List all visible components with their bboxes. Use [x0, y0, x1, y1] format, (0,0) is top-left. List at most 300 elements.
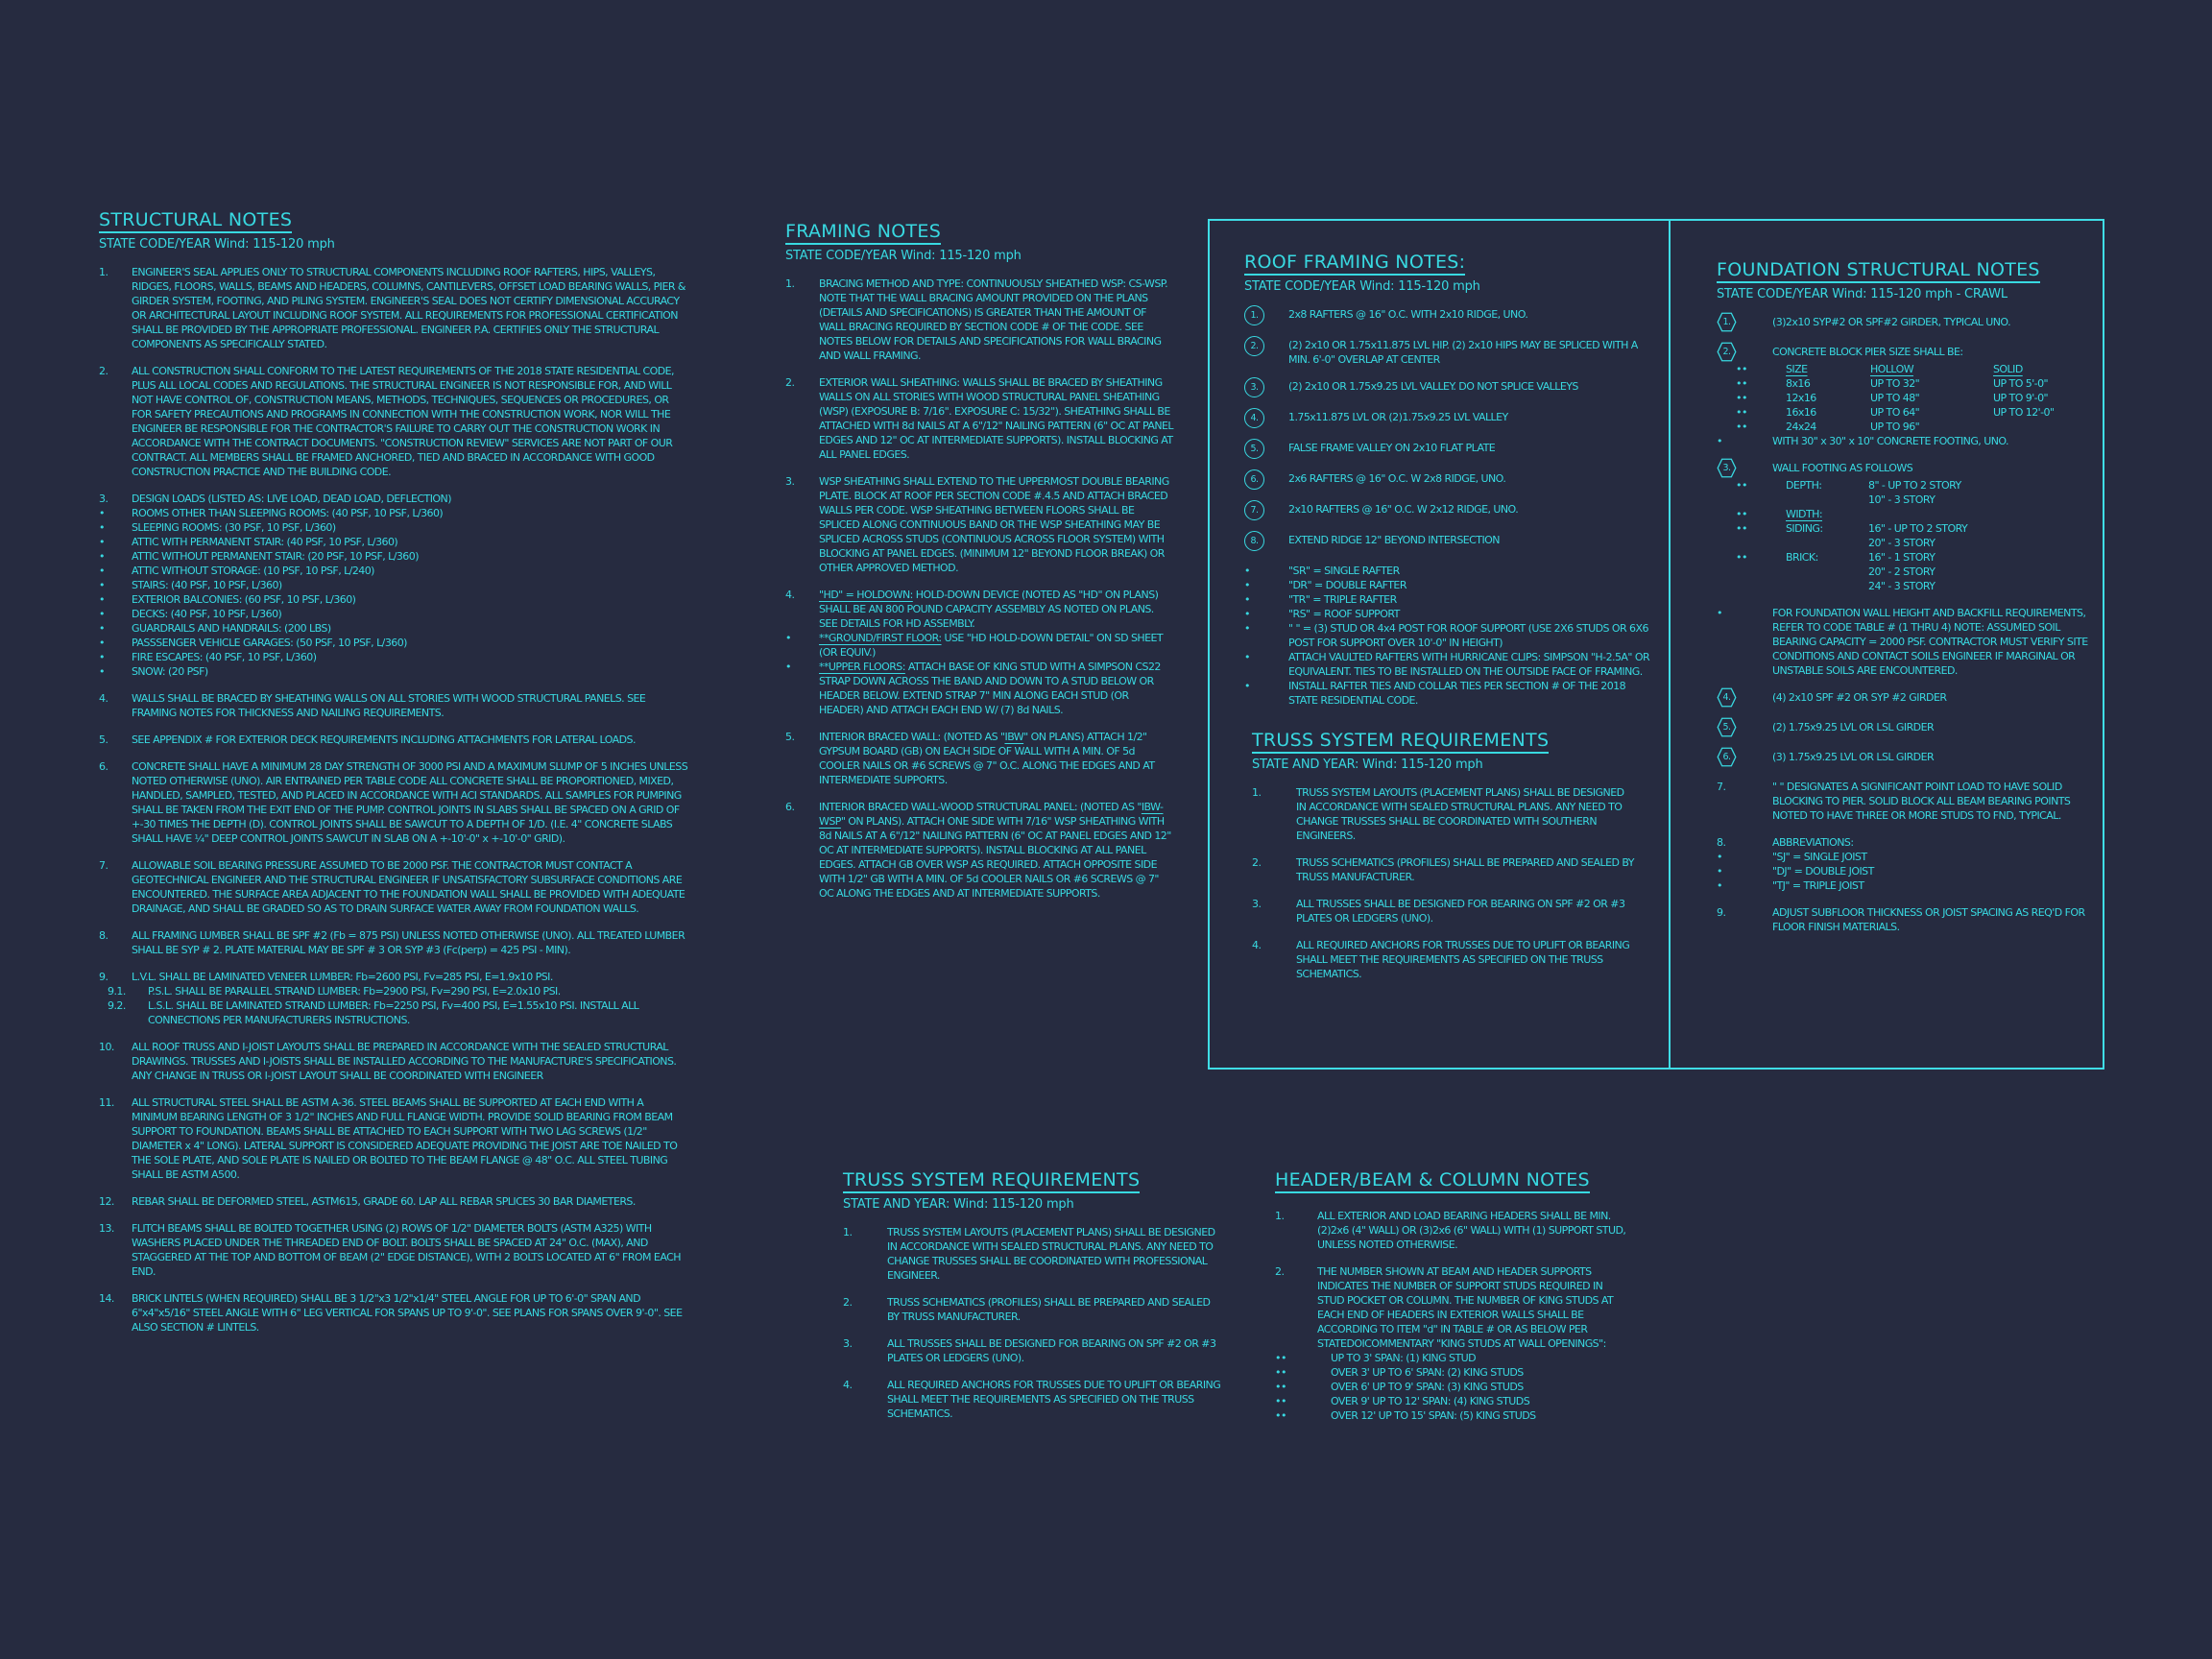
note-item: [785, 631, 1173, 660]
note-item: [99, 506, 688, 520]
note-text: (3)2x10 SYP#2 OR SPF#2 GIRDER, TYPICAL UNO.: [1772, 316, 2011, 328]
truss-requirements-box-subtitle: STATE AND YEAR: Wind: 115-120 mph: [1252, 757, 1483, 772]
note-item: [1717, 376, 2095, 391]
item-number: 1.: [99, 266, 108, 278]
truss-requirements-box-title: TRUSS SYSTEM REQUIREMENTS: [1252, 730, 1549, 754]
note-text: ALL TRUSSES SHALL BE DESIGNED FOR BEARING ON SPF #2 OR #3 PLATES OR LEDGERS (UNO).: [887, 1337, 1216, 1364]
note-item: [1244, 410, 1651, 428]
table-cell: 8x16: [1786, 377, 1811, 390]
note-item: [1717, 362, 2095, 376]
note-item: [1252, 855, 1634, 884]
note-item: [1252, 897, 1634, 926]
roof-framing-notes-section: [1244, 252, 1651, 708]
note-text: SEE APPENDIX # FOR EXTERIOR DECK REQUIREMENTS INCLUDING ATTACHMENTS FOR LATERAL LOADS.: [132, 733, 636, 746]
roof-framing-notes-list: [1244, 307, 1651, 708]
truss-requirements-box-list: [1252, 785, 1634, 981]
note-text: ALL EXTERIOR AND LOAD BEARING HEADERS SHALL BE MIN. (2)2x6 (4" WALL) OR (3)2x6 (6" WALL) WITH (1) SUPPORT STUD, UNLESS NOTED OTHERWISE.: [1317, 1210, 1626, 1251]
footing-values: [1868, 521, 1967, 550]
double-bullet-marker: ••: [1736, 392, 1747, 404]
item-number: 3.: [99, 493, 108, 505]
note-item: [785, 660, 1173, 717]
note-text: [1786, 405, 2095, 420]
item-number: 1.: [1252, 786, 1262, 799]
bullet-marker: •: [785, 632, 791, 644]
bullet-marker: •: [99, 608, 105, 620]
item-number: 9.2.: [108, 999, 126, 1012]
note-item: [843, 1378, 1221, 1421]
note-text: [1786, 376, 2095, 391]
note-item: [99, 970, 688, 984]
table-cell: UP TO 5'-0": [1993, 377, 2049, 390]
bullet-marker: •: [1244, 608, 1250, 620]
note-item: [99, 492, 688, 506]
note-item: [99, 998, 688, 1027]
note-item: [785, 730, 1173, 787]
note-item: [99, 650, 688, 664]
underlined-text: IBW-WSP: [819, 801, 1164, 828]
bullet-marker: •: [99, 521, 105, 534]
note-item: [785, 276, 1173, 363]
note-text: [1786, 507, 2095, 521]
note-text: BRACING METHOD AND TYPE: CONTINUOUSLY SHEATHED WSP: CS-WSP. NOTE THAT THE WALL BRACING AMOUNT PROVIDED ON THE PLANS (DETAILS AND SPECIFICATIONS) IS GREATER THAN THE AMOUNT OF WALL BRACING REQUIRED BY SECTION CODE # OF THE CODE. SEE NOTES BELOW FOR DETAILS AND SPECIFICATIONS FOR WALL BRACING AND WALL FRAMING.: [819, 277, 1168, 362]
note-item: [1244, 533, 1651, 551]
footing-key: DEPTH:: [1786, 479, 1822, 492]
underlined-text: "HD" = HOLDOWN:: [819, 589, 913, 601]
note-item: [99, 759, 688, 846]
hexagon-number-marker: 5.: [1717, 717, 1737, 737]
note-item: [843, 1225, 1221, 1283]
note-text: ALL TRUSSES SHALL BE DESIGNED FOR BEARING ON SPF #2 OR #3 PLATES OR LEDGERS (UNO).: [1296, 898, 1625, 925]
footing-values: [1868, 478, 1961, 507]
hexagon-number-marker: 6.: [1717, 747, 1737, 767]
bullet-marker: •: [99, 622, 105, 635]
note-item: [1717, 864, 2095, 878]
note-item: [1717, 878, 2095, 893]
note-text: ROOMS OTHER THAN SLEEPING ROOMS: (40 PSF, 10 PSF, L/360): [132, 507, 444, 519]
note-item: [99, 636, 688, 650]
structural-notes-list: [99, 265, 688, 1334]
bullet-marker: •: [99, 579, 105, 591]
note-item: [99, 520, 688, 535]
note-text: INTERIOR BRACED WALL: (NOTED AS "IBW" ON PLANS) ATTACH 1/2" GYPSUM BOARD (GB) ON EACH SIDE OF WALL WITH A MIN. OF 5d COOLER NAILS OR #6 SCREWS @ 7" O.C. ALONG THE EDGES AND AT INTERMEDIATE SUPPORTS.: [819, 731, 1155, 786]
structural-notes-title: STRUCTURAL NOTES: [99, 209, 292, 233]
hexagon-number-marker: 2.: [1717, 342, 1737, 362]
note-text: [1786, 478, 2095, 507]
note-text: "RS" = ROOF SUPPORT: [1288, 608, 1400, 620]
note-item: [1244, 564, 1651, 578]
roof-framing-notes-title: ROOF FRAMING NOTES:: [1244, 252, 1465, 276]
note-text: ADJUST SUBFLOOR THICKNESS OR JOIST SPACING AS REQ'D FOR FLOOR FINISH MATERIALS.: [1772, 906, 2085, 933]
note-item: [1717, 780, 2095, 823]
item-number: 3.: [1252, 898, 1262, 910]
double-bullet-marker: ••: [1736, 406, 1747, 419]
item-number: 9.1.: [108, 985, 126, 998]
note-text: ALL REQUIRED ANCHORS FOR TRUSSES DUE TO UPLIFT OR BEARING SHALL MEET THE REQUIREMENTS AS SPECIFIED ON THE TRUSS SCHEMATICS.: [1296, 939, 1630, 980]
structural-notes-subtitle: STATE CODE/YEAR Wind: 115-120 mph: [99, 237, 335, 252]
table-cell: 16x16: [1786, 406, 1816, 419]
note-item: [99, 664, 688, 679]
note-text: GUARDRAILS AND HANDRAILS: (200 LBS): [132, 622, 331, 635]
double-bullet-marker: ••: [1736, 377, 1747, 390]
item-number: 2.: [1252, 856, 1262, 869]
circled-number-marker: 6.: [1244, 469, 1264, 490]
note-item: [1252, 938, 1634, 981]
bullet-marker: •: [99, 637, 105, 649]
circled-number-marker: 5.: [1244, 439, 1264, 459]
foundation-notes-list: [1717, 315, 2095, 934]
double-bullet-marker: ••: [1275, 1366, 1286, 1379]
note-item: [1275, 1209, 1632, 1252]
note-item: [99, 364, 688, 479]
item-number: 9.: [1717, 906, 1726, 919]
note-item: [99, 1194, 688, 1209]
note-text: ALL ROOF TRUSS AND I-JOIST LAYOUTS SHALL BE PREPARED IN ACCORDANCE WITH THE SEALED STRUCTURAL DRAWINGS. TRUSSES AND I-JOISTS SHALL BE INSTALLED ACCORDING TO THE MANUFACTURE'S SPECIFICATIONS. ANY CHANGE IN TRUSS OR I-JOIST LAYOUT SHALL BE COORDINATED WITH ENGINEER: [132, 1041, 677, 1082]
note-text: "HD" = HOLDOWN: HOLD-DOWN DEVICE (NOTED AS "HD" ON PLANS) SHALL BE AN 800 POUND CAPACITY ASSEMBLY AS NOTED ON PLANS. SEE DETAILS FOR HD ASSEMBLY.: [819, 589, 1159, 630]
bullet-marker: •: [99, 536, 105, 548]
table-cell: SIZE: [1786, 363, 1808, 375]
circled-number-marker: 3.: [1244, 377, 1264, 397]
note-text: ATTACH VAULTED RAFTERS WITH HURRICANE CLIPS: SIMPSON "H-2.5A" OR EQUIVALENT. TIES TO BE INSTALLED ON THE OUTSIDE FACE OF FRAMING.: [1288, 651, 1650, 678]
note-text: OVER 12' UP TO 15' SPAN: (5) KING STUDS: [1331, 1409, 1536, 1422]
note-text: THE NUMBER SHOWN AT BEAM AND HEADER SUPPORTS INDICATES THE NUMBER OF SUPPORT STUDS REQUIRED IN STUD POCKET OR COLUMN. THE NUMBER OF KING STUDS AT EACH END OF HEADERS IN EXTERIOR WALLS SHALL BE ACCORDING TO ITEM "d" IN TABLE # OR AS BELOW PER STATEDOICOMMENTARY "KING STUDS AT WALL OPENINGS":: [1317, 1265, 1614, 1350]
note-item: [99, 535, 688, 549]
table-cell: 12x16: [1786, 392, 1816, 404]
double-bullet-marker: ••: [1736, 363, 1747, 375]
note-item: [1244, 502, 1651, 520]
note-text: EXTEND RIDGE 12" BEYOND INTERSECTION: [1288, 534, 1500, 546]
note-item: [99, 607, 688, 621]
note-item: [843, 1336, 1221, 1365]
footing-value: 24" - 3 STORY: [1868, 580, 1936, 592]
note-item: [1244, 650, 1651, 679]
truss-requirements-mid-section: [843, 1169, 1221, 1421]
note-text: SLEEPING ROOMS: (30 PSF, 10 PSF, L/360): [132, 521, 336, 534]
underlined-text: IBW: [1004, 731, 1024, 743]
bullet-marker: •: [1244, 680, 1250, 692]
note-item: [1717, 720, 2095, 737]
item-number: 2.: [785, 376, 795, 389]
note-text: (3) 1.75x9.25 LVL OR LSL GIRDER: [1772, 751, 1935, 763]
truss-requirements-mid-title: TRUSS SYSTEM REQUIREMENTS: [843, 1169, 1140, 1193]
note-item: [785, 375, 1173, 462]
note-item: [1717, 606, 2095, 678]
note-item: [99, 549, 688, 564]
note-item: [99, 265, 688, 351]
structural-notes-section: [99, 209, 688, 1334]
note-text: SNOW: (20 PSF): [132, 665, 208, 678]
note-text: WALLS SHALL BE BRACED BY SHEATHING WALLS ON ALL STORIES WITH WOOD STRUCTURAL PANELS. SEE FRAMING NOTES FOR THICKNESS AND NAILING REQUIREMENTS.: [132, 692, 646, 719]
note-text: CONCRETE BLOCK PIER SIZE SHALL BE:: [1772, 346, 1963, 358]
item-number: 14.: [99, 1292, 114, 1305]
item-number: 4.: [785, 589, 795, 601]
circled-number-marker: 4.: [1244, 408, 1264, 428]
note-text: L.V.L. SHALL BE LAMINATED VENEER LUMBER: Fb=2600 PSI, Fv=285 PSI, E=1.9x10 PSI.: [132, 971, 553, 983]
note-text: DESIGN LOADS (LISTED AS: LIVE LOAD, DEAD LOAD, DEFLECTION): [132, 493, 451, 505]
bullet-marker: •: [99, 593, 105, 606]
note-text: "TR" = TRIPLE RAFTER: [1288, 593, 1397, 606]
table-cell: UP TO 9'-0": [1993, 392, 2049, 404]
note-text: [1786, 391, 2095, 405]
item-number: 13.: [99, 1222, 114, 1235]
table-cell: 24x24: [1786, 421, 1816, 433]
item-number: 12.: [99, 1195, 114, 1208]
note-text: 2x8 RAFTERS @ 16" O.C. WITH 2x10 RIDGE, UNO.: [1288, 308, 1528, 321]
item-number: 4.: [99, 692, 108, 705]
hexagon-number-marker: 4.: [1717, 687, 1737, 708]
hexagon-number-marker: 3.: [1717, 458, 1737, 478]
note-item: [99, 621, 688, 636]
footing-key: WIDTH:: [1786, 508, 1822, 520]
note-item: [843, 1295, 1221, 1324]
note-item: [99, 1095, 688, 1182]
underlined-text: **UPPER FLOORS:: [819, 661, 905, 673]
note-text: L.S.L. SHALL BE LAMINATED STRAND LUMBER: Fb=2250 PSI, Fv=400 PSI, E=1.55x10 PSI. INSTALL ALL CONNECTIONS PER MANUFACTURERS INSTRUCTIONS.: [148, 999, 639, 1026]
note-text: OVER 9' UP TO 12' SPAN: (4) KING STUDS: [1331, 1395, 1530, 1407]
note-item: [1244, 592, 1651, 607]
item-number: 3.: [785, 475, 795, 488]
note-text: INSTALL RAFTER TIES AND COLLAR TIES PER SECTION # OF THE 2018 STATE RESIDENTIAL CODE.: [1288, 680, 1626, 707]
double-bullet-marker: ••: [1736, 508, 1747, 520]
table-cell: UP TO 96": [1870, 421, 1920, 433]
double-bullet-marker: ••: [1736, 421, 1747, 433]
item-number: 6.: [785, 801, 795, 813]
note-text: FALSE FRAME VALLEY ON 2x10 FLAT PLATE: [1288, 442, 1496, 454]
note-text: ABBREVIATIONS:: [1772, 836, 1854, 849]
item-number: 6.: [99, 760, 108, 773]
note-text: TRUSS SCHEMATICS (PROFILES) SHALL BE PREPARED AND SEALED BY TRUSS MANUFACTURER.: [1296, 856, 1634, 883]
note-text: WALL FOOTING AS FOLLOWS: [1772, 462, 1913, 474]
footing-value: 16" - UP TO 2 STORY: [1868, 522, 1968, 535]
bullet-marker: •: [1717, 851, 1722, 863]
note-text: REBAR SHALL BE DEFORMED STEEL, ASTM615, GRADE 60. LAP ALL REBAR SPLICES 30 BAR DIAMETERS.: [132, 1195, 636, 1208]
foundation-notes-subtitle: STATE CODE/YEAR Wind: 115-120 mph - CRAWL: [1717, 287, 2008, 301]
note-text: OVER 3' UP TO 6' SPAN: (2) KING STUDS: [1331, 1366, 1524, 1379]
note-item: [1275, 1365, 1632, 1380]
note-item: [1717, 550, 2095, 593]
table-cell: [1993, 420, 2095, 434]
note-item: [1275, 1380, 1632, 1394]
note-text: [1786, 550, 2095, 593]
note-item: [1717, 905, 2095, 934]
note-item: [1717, 420, 2095, 434]
foundation-notes-section: [1717, 259, 2095, 934]
note-item: [1244, 471, 1651, 490]
note-item: [1717, 850, 2095, 864]
note-text: PASSSENGER VEHICLE GARAGES: (50 PSF, 10 PSF, L/360): [132, 637, 407, 649]
note-text: 2x6 RAFTERS @ 16" O.C. W 2x8 RIDGE, UNO.: [1288, 472, 1506, 485]
roof-framing-notes-subtitle: STATE CODE/YEAR Wind: 115-120 mph: [1244, 279, 1480, 294]
footing-values: [1868, 550, 1935, 593]
note-text: WITH 30" x 30" x 10" CONCRETE FOOTING, UNO.: [1772, 435, 2008, 447]
note-text: "SR" = SINGLE RAFTER: [1288, 565, 1400, 577]
note-item: [1717, 750, 2095, 767]
table-cell: UP TO 64": [1870, 406, 1920, 419]
note-text: ATTIC WITHOUT STORAGE: (10 PSF, 10 PSF, L/240): [132, 565, 374, 577]
note-text: "DJ" = DOUBLE JOIST: [1772, 865, 1874, 878]
bullet-marker: •: [1244, 593, 1250, 606]
note-item: [1244, 441, 1651, 459]
note-text: **UPPER FLOORS: ATTACH BASE OF KING STUD WITH A SIMPSON CS22 STRAP DOWN ACROSS THE BAND AND DOWN TO A STUD BELOW OR HEADER BELOW. EXTEND STRAP 7" MIN ALONG EACH STUD (OR HEADER) AND ATTACH EACH END W/ (7) 8d NAILS.: [819, 661, 1161, 716]
note-text: DECKS: (40 PSF, 10 PSF, L/360): [132, 608, 282, 620]
header-beam-column-notes-list: [1275, 1209, 1632, 1423]
bullet-marker: •: [1717, 879, 1722, 892]
table-cell: SOLID: [1993, 363, 2023, 375]
note-text: ATTIC WITH PERMANENT STAIR: (40 PSF, 10 PSF, L/360): [132, 536, 398, 548]
note-text: [1786, 362, 2095, 376]
note-text: " " = (3) STUD OR 4x4 POST FOR ROOF SUPPORT (USE 2X6 STUDS OR 6X6 POST FOR SUPPORT OVER 10'-0" IN HEIGHT): [1288, 622, 1648, 649]
note-text: ALL CONSTRUCTION SHALL CONFORM TO THE LATEST REQUIREMENTS OF THE 2018 STATE RESIDENTIAL CODE, PLUS ALL LOCAL CODES AND REGULATIONS. THE STRUCTURAL ENGINEER IS NOT RESPONSIBLE FOR, AND WILL NOT HAVE CONTROL OF, CONSTRUCTION MEANS, METHODS, TECHNIQUES, SEQUENCES OR PROCEDURES, OR FOR SAFETY PRECAUTIONS AND PROGRAMS IN CONNECTION WITH THE CONSTRUCTION WORK, NOR WILL THE ENGINEER BE RESPONSIBLE FOR THE CONTRACTOR'S FAILURE TO CARRY OUT THE CONSTRUCTION WORK IN ACCORDANCE WITH THE CONTRACT DOCUMENTS. "CONSTRUCTION REVIEW" SERVICES ARE NOT PART OF OUR CONTRACT. ALL MEMBERS SHALL BE FRAMED ANCHORED, TIED AND BRACED IN ACCORDANCE WITH GOOD CONSTRUCTION PRACTICE AND THE BUILDING CODE.: [132, 365, 675, 478]
note-text: **GROUND/FIRST FLOOR: USE "HD HOLD-DOWN DETAIL" ON SD SHEET (OR EQUIV.): [819, 632, 1164, 659]
note-text: [1786, 521, 2095, 550]
item-number: 5.: [99, 733, 108, 746]
item-number: 1.: [785, 277, 795, 290]
bullet-marker: •: [99, 565, 105, 577]
note-text: UP TO 3' SPAN: (1) KING STUD: [1331, 1352, 1477, 1364]
footing-value: 20" - 3 STORY: [1868, 537, 1936, 549]
note-item: [1717, 405, 2095, 420]
item-number: 10.: [99, 1041, 114, 1053]
note-text: OVER 6' UP TO 9' SPAN: (3) KING STUDS: [1331, 1381, 1524, 1393]
note-text: 2x10 RAFTERS @ 16" O.C. W 2x12 RIDGE, UNO.: [1288, 503, 1519, 516]
item-number: 1.: [843, 1226, 853, 1238]
underlined-text: **GROUND/FIRST FLOOR:: [819, 632, 942, 644]
bullet-marker: •: [1244, 565, 1250, 577]
table-cell: UP TO 48": [1870, 392, 1920, 404]
footing-value: 10" - 3 STORY: [1868, 493, 1936, 506]
note-item: [99, 592, 688, 607]
circled-number-marker: 7.: [1244, 500, 1264, 520]
footing-value: 8" - UP TO 2 STORY: [1868, 479, 1961, 492]
table-cell: UP TO 12'-0": [1993, 406, 2055, 419]
note-item: [1717, 461, 2095, 478]
note-text: (2) 2x10 OR 1.75x9.25 LVL VALLEY. DO NOT SPLICE VALLEYS: [1288, 380, 1578, 393]
note-text: EXTERIOR BALCONIES: (60 PSF, 10 PSF, L/360): [132, 593, 356, 606]
bullet-marker: •: [99, 651, 105, 663]
note-item: [1717, 507, 2095, 521]
bullet-marker: •: [99, 550, 105, 563]
footing-value: 16" - 1 STORY: [1868, 551, 1936, 564]
item-number: 4.: [1252, 939, 1262, 951]
note-item: [1717, 391, 2095, 405]
double-bullet-marker: ••: [1275, 1381, 1286, 1393]
bullet-marker: •: [1717, 435, 1722, 447]
note-text: P.S.L. SHALL BE PARALLEL STRAND LUMBER: Fb=2900 PSI, Fv=290 PSI, E=2.0x10 PSI.: [148, 985, 561, 998]
bullet-marker: •: [99, 665, 105, 678]
item-number: 1.: [1275, 1210, 1285, 1222]
note-text: "DR" = DOUBLE RAFTER: [1288, 579, 1407, 591]
note-text: ALL STRUCTURAL STEEL SHALL BE ASTM A-36. STEEL BEAMS SHALL BE SUPPORTED AT EACH END WITH A MINIMUM BEARING LENGTH OF 3 1/2" INCHES AND FULL FLANGE WIDTH. PROVIDE SOLID BEARING FROM BEAM SUPPORT TO FOUNDATION. BEAMS SHALL BE ATTACHED TO EACH SUPPORT WITH TWO LAG SCREWS (1/2" DIAMETER x 4" LONG). LATERAL SUPPORT IS CONSIDERED ADEQUATE PROVIDING THE JOIST ARE TOE NAILED TO THE SOLE PLATE, AND SOLE PLATE IS NAILED OR BOLTED TO THE BEAM FLANGE @ 48" O.C. ALL STEEL TUBING SHALL BE ASTM A500.: [132, 1096, 678, 1181]
note-text: INTERIOR BRACED WALL-WOOD STRUCTURAL PANEL: (NOTED AS "IBW-WSP" ON PLANS). ATTACH ONE SIDE WITH 7/16" WSP SHEATHING WITH 8d NAILS AT A 6"/12" NAILING PATTERN (6" OC AT PANEL EDGES AND 12" OC AT INTERMEDIATE SUPPORTS). INSTALL BLOCKING AT ALL PANEL EDGES. ATTACH GB OVER WSP AS REQUIRED. ATTACH OPPOSITE SIDE WITH 1/2" GB WITH A MIN. OF 5d COOLER NAILS OR #6 SCREWS @ 7" OC ALONG THE EDGES AND AT INTERMEDIATE SUPPORTS.: [819, 801, 1171, 900]
item-number: 9.: [99, 971, 108, 983]
note-text: [1786, 420, 2095, 434]
item-number: 11.: [99, 1096, 114, 1109]
note-text: CONCRETE SHALL HAVE A MINIMUM 28 DAY STRENGTH OF 3000 PSI AND A MAXIMUM SLUMP OF 5 INCHES UNLESS NOTED OTHERWISE (UNO). AIR ENTRAINED PER TABLE CODE ALL CONCRETE SHALL BE PROPORTIONED, MIXED, HANDLED, SAMPLED, TESTED, AND PLACED IN ACCORDANCE WITH ACI STANDARDS. ALL SAMPLES FOR PUMPING SHALL BE TAKEN FROM THE EXIT END OF THE PUMP. CONTROL JOINTS IN SLABS SHALL BE SPACED ON A GRID OF +-30 TIMES THE DEPTH (D). CONTROL JOINTS SHALL BE SAWCUT TO A DEPTH OF 1/D. (I.E. 4" CONCRETE SLABS SHALL HAVE ¼" DEEP CONTROL JOINTS SAWCUT IN SLAB ON A +-10'-0" x +-10'-0" GRID).: [132, 760, 688, 845]
note-text: "SJ" = SINGLE JOIST: [1772, 851, 1867, 863]
circled-number-marker: 8.: [1244, 531, 1264, 551]
note-text: (2) 2x10 OR 1.75x11.875 LVL HIP. (2) 2x10 HIPS MAY BE SPLICED WITH A MIN. 6'-0" OVERLAP AT CENTER: [1288, 339, 1638, 366]
truss-requirements-mid-subtitle: STATE AND YEAR: Wind: 115-120 mph: [843, 1197, 1074, 1212]
note-text: ENGINEER'S SEAL APPLIES ONLY TO STRUCTURAL COMPONENTS INCLUDING ROOF RAFTERS, HIPS, VALLEYS, RIDGES, FLOORS, WALLS, BEAMS AND HEADERS, COLUMNS, CANTILEVERS, OFFSET LOAD BEARING WALLS, PIER & GIRDER SYSTEM, FOOTING, AND PILING SYSTEM. ENGINEER'S SEAL DOES NOT CERTIFY DIMENSIONAL ACCURACY OR ARCHITECTURAL LAYOUT INCLUDING ROOF SYSTEM. ALL REQUIREMENTS FOR PROFESSIONAL CERTIFICATION SHALL BE PROVIDED BY THE APPROPRIATE PROFESSIONAL. ENGINEER P.A. CERTIFIES ONLY THE STRUCTURAL COMPONENTS AS SPECIFICALLY STATED.: [132, 266, 685, 350]
note-text: (2) 1.75x9.25 LVL OR LSL GIRDER: [1772, 721, 1935, 733]
note-item: [99, 1221, 688, 1279]
note-item: [1244, 307, 1651, 325]
note-item: [1275, 1351, 1632, 1365]
note-item: [1275, 1408, 1632, 1423]
item-number: 8.: [99, 929, 108, 942]
bullet-marker: •: [1244, 579, 1250, 591]
item-number: 3.: [843, 1337, 853, 1350]
bullet-marker: •: [1244, 622, 1250, 635]
bullet-marker: •: [99, 507, 105, 519]
note-text: TRUSS SYSTEM LAYOUTS (PLACEMENT PLANS) SHALL BE DESIGNED IN ACCORDANCE WITH SEALED STRUCTURAL PLANS. ANY NEED TO CHANGE TRUSSES SHALL BE COORDINATED WITH SOUTHERN ENGINEERS.: [1296, 786, 1624, 842]
framing-notes-subtitle: STATE CODE/YEAR Wind: 115-120 mph: [785, 249, 1022, 263]
note-text: ALLOWABLE SOIL BEARING PRESSURE ASSUMED TO BE 2000 PSF. THE CONTRACTOR MUST CONTACT A GEOTECHNICAL ENGINEER AND THE STRUCTURAL ENGINEER IF UNSATISFACTORY SUBSURFACE CONDITIONS ARE ENCOUNTERED. THE SURFACE AREA ADJACENT TO THE FOUNDATION WALL SHALL BE PROVIDED WITH ADEQUATE DRAINAGE, AND SHALL BE GRADED SO AS TO DRAIN SURFACE WATER AWAY FROM FOUNDATION WALLS.: [132, 859, 685, 915]
note-text: EXTERIOR WALL SHEATHING: WALLS SHALL BE BRACED BY SHEATHING WALLS ON ALL STORIES WITH WOOD STRUCTURAL PANEL SHEATHING (WSP) (EXPOSURE B: 7/16". EXPOSURE C: 15/32"). SHEATHING SHALL BE ATTACHED WITH 8d NAILS AT A 6"/12" NAILING PATTERN (6" OC AT PANEL EDGES AND 12" OC AT INTERMEDIATE SUPPORTS). INSTALL BLOCKING AT ALL PANEL EDGES.: [819, 376, 1173, 461]
note-item: [1717, 345, 2095, 362]
bullet-marker: •: [785, 661, 791, 673]
note-item: [99, 578, 688, 592]
double-bullet-marker: ••: [1736, 522, 1747, 535]
bullet-marker: •: [1717, 865, 1722, 878]
footing-key: BRICK:: [1786, 551, 1818, 564]
note-item: [1252, 785, 1634, 843]
note-text: " " DESIGNATES A SIGNIFICANT POINT LOAD TO HAVE SOLID BLOCKING TO PIER. SOLID BLOCK ALL BEAM BEARING POINTS NOTED TO HAVE THREE OR MORE STUDS TO FND, TYPICAL.: [1772, 781, 2071, 822]
note-item: [99, 858, 688, 916]
framing-notes-section: [785, 221, 1173, 901]
note-text: "TJ" = TRIPLE JOIST: [1772, 879, 1864, 892]
item-number: 2.: [843, 1296, 853, 1309]
item-number: 7.: [99, 859, 108, 872]
footing-key: SIDING:: [1786, 522, 1823, 535]
note-item: [1244, 379, 1651, 397]
header-beam-column-notes-section: [1275, 1169, 1632, 1423]
note-item: [99, 733, 688, 747]
double-bullet-marker: ••: [1275, 1409, 1286, 1422]
note-item: [1275, 1394, 1632, 1408]
note-text: TRUSS SCHEMATICS (PROFILES) SHALL BE PREPARED AND SEALED BY TRUSS MANUFACTURER.: [887, 1296, 1211, 1323]
note-item: [99, 691, 688, 720]
notes-border-box: [1208, 219, 2104, 1070]
note-item: [1717, 690, 2095, 708]
note-text: ATTIC WITHOUT PERMANENT STAIR: (20 PSF, 10 PSF, L/360): [132, 550, 419, 563]
note-item: [99, 564, 688, 578]
item-number: 7.: [1717, 781, 1726, 793]
table-cell: HOLLOW: [1870, 363, 1914, 375]
note-item: [1244, 578, 1651, 592]
note-item: [1244, 607, 1651, 621]
truss-requirements-box-section: [1252, 730, 1634, 981]
note-text: WSP SHEATHING SHALL EXTEND TO THE UPPERMOST DOUBLE BEARING PLATE. BLOCK AT ROOF PER SECTION CODE #.4.5 AND ATTACH BRACED WALLS PER CODE. WSP SHEATHING BETWEEN FLOORS SHALL BE SPLICED ALONG CONTINUOUS BAND OR THE WSP SHEATHING MAY BE SPLICED ACROSS STUDS (CONTINUOUS ACROSS FLOOR SYSTEM) WITH BLOCKING AT PANEL EDGES. (MINIMUM 12" BEYOND FLOOR BREAK) OR OTHER APPROVED METHOD.: [819, 475, 1169, 574]
double-bullet-marker: ••: [1275, 1395, 1286, 1407]
bullet-marker: •: [1244, 651, 1250, 663]
note-item: [1717, 315, 2095, 332]
note-text: STAIRS: (40 PSF, 10 PSF, L/360): [132, 579, 282, 591]
double-bullet-marker: ••: [1736, 551, 1747, 564]
note-item: [785, 800, 1173, 901]
note-item: [99, 928, 688, 957]
circled-number-marker: 1.: [1244, 305, 1264, 325]
item-number: 2.: [99, 365, 108, 377]
note-item: [1717, 521, 2095, 550]
note-item: [1244, 338, 1651, 367]
framing-notes-list: [785, 276, 1173, 901]
note-text: FOR FOUNDATION WALL HEIGHT AND BACKFILL REQUIREMENTS, REFER TO CODE TABLE # (1 THRU 4) NOTE: ASSUMED SOIL BEARING CAPACITY = 2000 PSF. CONTRACTOR MUST VERIFY SITE CONDITIONS AND CONTACT SOILS ENGINEER IF MARGINAL OR UNSTABLE SOILS ARE ENCOUNTERED.: [1772, 607, 2088, 677]
circled-number-marker: 2.: [1244, 336, 1264, 356]
note-item: [1717, 434, 2095, 448]
box-divider-line: [1669, 221, 1671, 1068]
bullet-marker: •: [1717, 607, 1722, 619]
item-number: 5.: [785, 731, 795, 743]
